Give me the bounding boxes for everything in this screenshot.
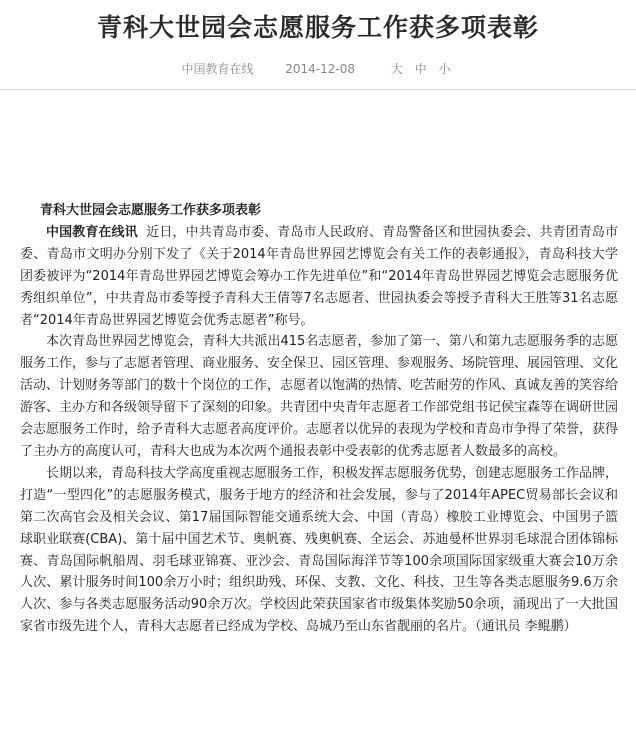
article-meta	[0, 60, 636, 77]
paragraph-3: 长期以来，青岛科技大学高度重视志愿服务工作，积极发挥志愿服务优势，创建志愿服务工作品牌，打造“一型四化”的志愿服务模式，服务于地方的经济和社会发展，参与了2014年APEC贸易部长会议和第二次高官会及相关会议、第17届国际智能交通系统大会、中国（青岛）橡胶工业博览会、中国男子篮球职业联赛(CBA)、第十届中国艺术节、奥帆赛、残奥帆赛、全运会、苏迪曼杯世界羽毛球混合团体锦标赛、青岛国际帆船周、羽毛球亚锦赛、亚沙会、青岛国际海洋节等100余项国际国家级重大赛会10万余人次、累计服务时间100余万小时；组织助残、环保、支教、文化、科技、卫生等各类志愿服务9.6万余人次、参与各类志愿服务活动90余万次。学校因此荣获国家省市级集体奖励50余项，涌现出了一大批国家省市级先进个人，青科大志愿者已经成为学校、岛城乃至山东省靓丽的名片。（通讯员 李鲲鹏）	[20, 465, 619, 635]
paragraph-2: 本次青岛世界园艺博览会，青科大共派出415名志愿者，参加了第一、第八和第九志愿服务季的志愿服务工作，参与了志愿者管理、商业服务、安全保卫、园区管理、参观服务、场院管理、展园管理、文化活动、计划财务等部门的数十个岗位的工作，志愿者以饱满的热情、吃苦耐劳的作风、真诚友善的笑容给游客、主办方和各级领导留下了深刻的印象。共青团中央青年志愿者工作部党组书记侯宝森等在调研世园会志愿服务工作时，给予青科大志愿者高度评价。志愿者以优异的表现为学校和青岛市争得了荣誉，获得了主办方的高度认可，青科大也成为本次两个通报表彰中受表彰的优秀志愿者人数最多的高校。	[20, 334, 619, 459]
article-subtitle: 青科大世园会志愿服务工作获多项表彰	[40, 203, 262, 218]
source-label: 中国教育在线	[181, 62, 254, 76]
font-size-small-button[interactable]: 小	[438, 62, 451, 76]
lead-label: 中国教育在线讯	[46, 224, 138, 240]
header-divider	[0, 89, 636, 90]
font-size-medium-button[interactable]: 中	[414, 62, 427, 76]
article-body	[20, 200, 618, 638]
page-title: 青科大世园会志愿服务工作获多项表彰	[96, 13, 539, 42]
article-subtitle-line	[20, 200, 618, 222]
paragraph-1	[20, 222, 618, 332]
publish-date: 2014-12-08	[285, 62, 356, 76]
paragraph-1-text: 近日，中共青岛市委、青岛市人民政府、青岛警备区和世园执委会、共青团青岛市委、青岛市文明办分别下发了《关于2014年青岛世界园艺博览会有关工作的表彰通报》，青岛科技大学团委被评为“2014年青岛世界园艺博览会筹办工作先进单位”和“2014年青岛世界园艺博览会志愿服务优秀组织单位”，中共青岛市委等授予青科大王倩等7名志愿者、世园执委会等授予青科大王胜等31名志愿者“2014年青岛世界园艺博览会优秀志愿者”称号。	[20, 224, 618, 328]
font-size-large-button[interactable]: 大	[390, 62, 403, 76]
